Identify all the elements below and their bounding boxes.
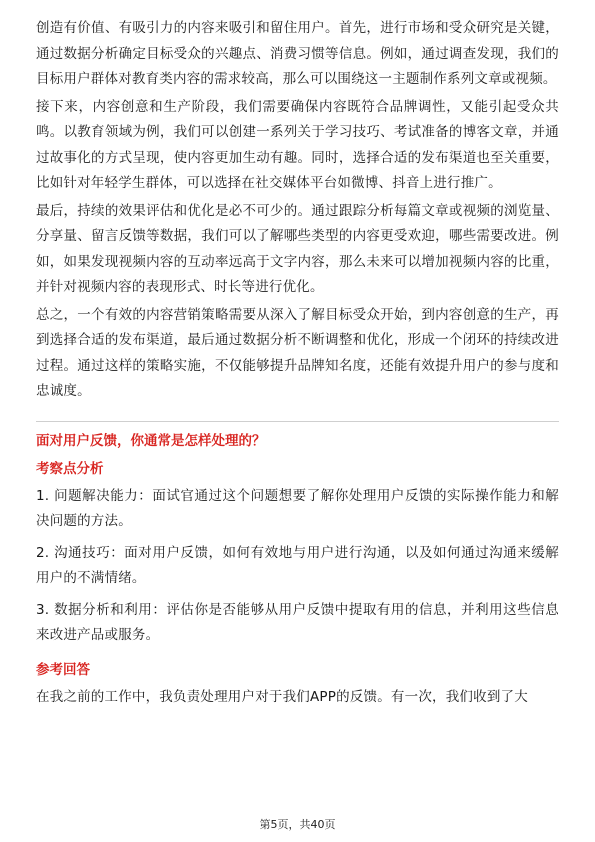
page-number: 第5页，共40页 [259,818,336,831]
analysis-heading: 考察点分析 [36,460,104,477]
page-content [36,16,559,712]
analysis-point-1: 1. 问题解决能力：面试官通过这个问题想要了解你处理用户反馈的实际操作能力和解决问题的方法。 [36,487,559,529]
answer-heading: 参考回答 [36,661,90,678]
analysis-point-3: 3. 数据分析和利用：评估你是否能够从用户反馈中提取有用的信息，并利用这些信息来改进产品或服务。 [36,601,559,643]
question-title: 面对用户反馈，你通常是怎样处理的？ [36,432,266,449]
analysis-point-2: 2. 沟通技巧：面对用户反馈，如何有效地与用户进行沟通，以及如何通过沟通来缓解用户的不满情绪。 [36,544,559,586]
body-paragraph-3: 最后，持续的效果评估和优化是必不可少的。通过跟踪分析每篇文章或视频的浏览量、分享量、留言反馈等数据，我们可以了解哪些类型的内容更受欢迎，哪些需要改进。例如，如果发现视频内容的互动率远高于文字内容，那么未来可以增加视频内容的比重，并针对视频内容的表现形式、时长等进行优化。 [36,202,559,295]
body-paragraph-2: 接下来，内容创意和生产阶段，我们需要确保内容既符合品牌调性，又能引起受众共鸣。以教育领域为例，我们可以创建一系列关于学习技巧、考试准备的博客文章，并通过故事化的方式呈现，使内容更加生动有趣。同时，选择合适的发布渠道也至关重要，比如针对年轻学生群体，可以选择在社交媒体平台如微博、抖音上进行推广。 [36,98,559,191]
section-divider [36,421,559,422]
body-paragraph-4: 总之，一个有效的内容营销策略需要从深入了解目标受众开始，到内容创意的生产，再到选择合适的发布渠道，最后通过数据分析不断调整和优化，形成一个闭环的持续改进过程。通过这样的策略实施，不仅能够提升品牌知名度，还能有效提升用户的参与度和忠诚度。 [36,306,559,399]
body-paragraph-1: 创造有价值、有吸引力的内容来吸引和留住用户。首先，进行市场和受众研究是关键，通过数据分析确定目标受众的兴趣点、消费习惯等信息。例如，通过调查发现，我们的目标用户群体对教育类内容的需求较高，那么可以围绕这一主题制作系列文章或视频。 [36,20,559,87]
answer-paragraph: 在我之前的工作中，我负责处理用户对于我们APP的反馈。有一次，我们收到了大 [36,688,528,705]
